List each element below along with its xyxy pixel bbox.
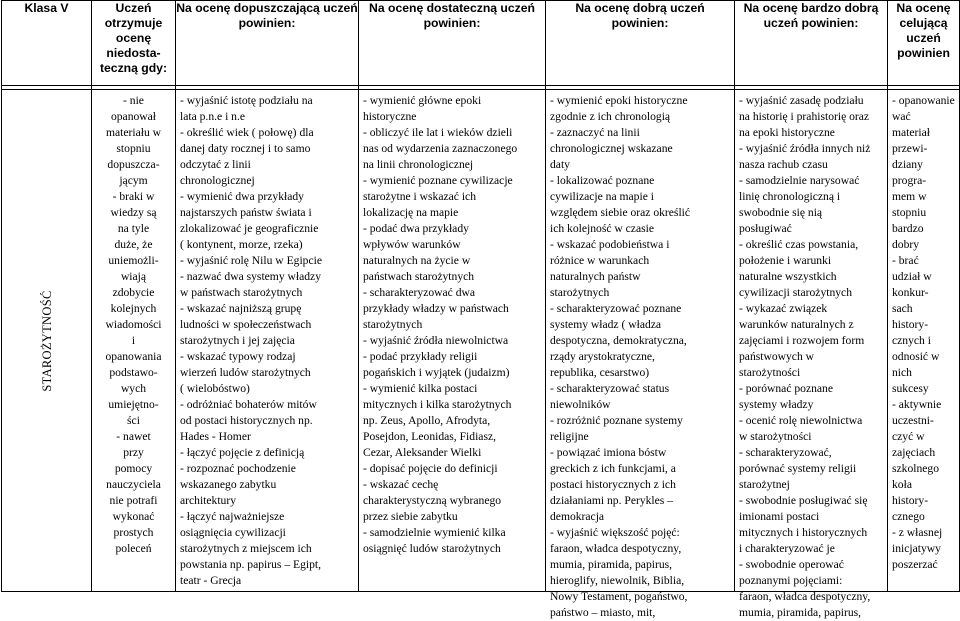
header-dopuszczajaca: Na ocenę dopuszczającą uczeń powinien: — [176, 1, 359, 86]
criteria-line: pomocy — [114, 462, 153, 475]
criteria-line: faraon, władca despotyczny, — [550, 542, 682, 555]
criteria-line: bardzo — [892, 222, 924, 235]
criteria-line: cywilizacji starożytnych — [739, 286, 852, 299]
criteria-line: - nie — [123, 94, 144, 107]
criteria-line: starożytnych z miejscem ich — [180, 542, 312, 555]
criteria-line: sach — [892, 302, 913, 315]
criteria-line: konkur- — [892, 286, 929, 299]
criteria-line: wać — [892, 110, 911, 123]
criteria-line: - dopisać pojęcie do definicji — [363, 462, 498, 475]
criteria-line: materiał — [892, 126, 930, 139]
criteria-line: uczestni- — [892, 414, 934, 427]
criteria-line: różnice w warunkach — [550, 254, 650, 267]
criteria-line: - wyjaśnić zasadę podziału — [739, 94, 864, 107]
criteria-line: zajęciami i rozwojem form — [739, 334, 865, 347]
cell-dostateczna — [359, 90, 546, 592]
criteria-line: odczytać z linii — [180, 158, 251, 171]
criteria-line: faraon, władca despotyczny, — [739, 590, 871, 603]
criteria-line: mumia, piramida, papirus, — [739, 606, 862, 619]
criteria-line: naturalnych państw — [550, 270, 641, 283]
criteria-line: ich kolejność w czasie — [550, 222, 654, 235]
grading-criteria-table — [1, 0, 960, 619]
criteria-line: - brać — [892, 254, 919, 267]
criteria-line: - swobodnie operować — [739, 558, 844, 571]
criteria-line: dziany — [892, 158, 923, 171]
criteria-line: lata p.n.e i n.e — [180, 110, 246, 123]
criteria-line: poznanymi pojęciami: — [739, 574, 843, 587]
criteria-line: i charakteryzować je — [739, 542, 835, 555]
criteria-line: przykłady władzy w państwach — [363, 302, 509, 315]
criteria-line: - wyjaśnić źródła innych niż — [739, 142, 871, 155]
criteria-line: daty — [550, 158, 570, 171]
criteria-line: - wskazać cechę — [363, 478, 439, 491]
criteria-line: - wyjaśnić istotę podziału na — [180, 94, 313, 107]
criteria-line: chronologicznej — [180, 174, 255, 187]
criteria-line: przez siebie zabytku — [363, 510, 458, 523]
criteria-line: starożytności — [739, 366, 801, 379]
criteria-line: wskazanego zabytku — [180, 478, 277, 491]
criteria-line: zgodnie z ich chronologią — [550, 110, 671, 123]
criteria-line: mitycznych i kilka starożytnych — [363, 398, 512, 411]
criteria-line: demokracja — [550, 510, 605, 523]
criteria-line: - obliczyć ile lat i wieków dzieli — [363, 126, 513, 139]
criteria-line: Posejdon, Leonidas, Fidiasz, — [363, 430, 496, 443]
criteria-line: inicjatywy — [892, 542, 941, 555]
criteria-line: systemy władz ( władza — [550, 318, 662, 331]
criteria-line: Hades - Homer — [180, 430, 251, 443]
criteria-line: przewi- — [892, 142, 928, 155]
criteria-line: - nazwać dwa systemy władzy — [180, 270, 322, 283]
criteria-line: - określić czas powstania, — [739, 238, 859, 251]
criteria-line: umiejętno- — [108, 398, 159, 411]
list-niedostateczna — [92, 90, 175, 591]
cell-celujaca — [888, 90, 960, 592]
criteria-line: pogańskich i wyjątek (judaizm) — [363, 366, 510, 379]
criteria-line: nie potrafi — [109, 494, 158, 507]
criteria-line: architektury — [180, 494, 237, 507]
criteria-line: dobry — [892, 238, 920, 251]
criteria-line: na epoki historyczne — [739, 126, 835, 139]
criteria-line: - samodzielnie wymienić kilka — [363, 526, 506, 539]
criteria-line: nasza rachub czasu — [739, 158, 828, 171]
criteria-line: duże, że — [114, 238, 153, 251]
criteria-line: wykonać — [112, 510, 155, 523]
criteria-line: udział w — [892, 270, 932, 283]
criteria-line: lokalizację na mapie — [363, 206, 459, 219]
criteria-line: - samodzielnie narysować — [739, 174, 860, 187]
criteria-line: - określić wiek ( połowę) dla — [180, 126, 314, 139]
criteria-line: podstawo- — [109, 366, 158, 379]
criteria-line: - wyjaśnić rolę Nilu w Egipcie — [180, 254, 322, 267]
criteria-line: - scharakteryzować, — [739, 446, 832, 459]
criteria-line: - nawet — [116, 430, 151, 443]
criteria-line: - odróżniać bohaterów mitów — [180, 398, 317, 411]
criteria-line: wiadomości — [105, 318, 162, 331]
criteria-line: - zaznaczyć na linii — [550, 126, 640, 139]
criteria-line: stopniu — [892, 206, 927, 219]
criteria-line: osiągnięcia cywilizacji — [180, 526, 286, 539]
criteria-line: wych — [120, 382, 147, 395]
list-dostateczna — [359, 90, 545, 591]
criteria-line: ( wielobóstwo) — [180, 382, 250, 395]
criteria-line: republika, cesarstwo) — [550, 366, 650, 379]
criteria-line: przy — [123, 446, 144, 459]
row-label-cell — [2, 90, 92, 592]
list-bardzo-dobra — [735, 90, 887, 619]
criteria-line: położenie i warunki — [739, 254, 832, 267]
criteria-line: sukcesy — [892, 382, 929, 395]
criteria-line: warunków naturalnych z — [739, 318, 854, 331]
criteria-line: mem w — [892, 190, 927, 203]
criteria-line: dopuszcza- — [107, 158, 160, 171]
criteria-line: kolejnych — [110, 302, 157, 315]
criteria-line: w starożytności — [739, 430, 812, 443]
criteria-line: szkolnego — [892, 462, 940, 475]
criteria-line: - rozpoznać pochodzenie — [180, 462, 296, 475]
header-row — [2, 1, 960, 86]
criteria-line: - ocenić rolę niewolnictwa — [739, 414, 863, 427]
header-niedostateczna: Uczeń otrzymuje ocenę niedosta-teczną gdy: — [92, 1, 176, 86]
criteria-line: odnosić w — [892, 350, 940, 363]
criteria-line: - z własnej — [892, 526, 943, 539]
criteria-line: - wymienić kilka postaci — [363, 382, 478, 395]
criteria-line: - wskazać najniższą grupę — [180, 302, 302, 315]
list-celujaca — [888, 90, 959, 591]
criteria-line: - powiązać imiona bóstw — [550, 446, 667, 459]
criteria-line: despotyczna, demokratyczna, — [550, 334, 687, 347]
criteria-line: niewolników — [550, 398, 611, 411]
criteria-line: danej daty rocznej i to samo — [180, 142, 311, 155]
criteria-line: Cezar, Aleksander Wielki — [363, 446, 482, 459]
header-celujaca: Na ocenę celującą uczeń powinien — [888, 1, 960, 86]
criteria-line: - łączyć pojęcie z definicją — [180, 446, 305, 459]
criteria-line: naturalnych na życie w — [363, 254, 471, 267]
criteria-line: - podać przykłady religii — [363, 350, 478, 363]
criteria-line: porównać systemy religii — [739, 462, 857, 475]
criteria-line: - łączyć najważniejsze — [180, 510, 285, 523]
criteria-line: swobodnie się nią — [739, 206, 823, 219]
criteria-line: progra- — [892, 174, 927, 187]
criteria-line: zlokalizować je geograficznie — [180, 222, 319, 235]
criteria-line: opanował — [110, 110, 157, 123]
criteria-line: ści — [127, 414, 140, 427]
criteria-line: hieroglify, niewolnik, Biblia, — [550, 574, 685, 587]
criteria-line: ludności w społeczeństwach — [180, 318, 312, 331]
criteria-line: - swobodnie posługiwać się — [739, 494, 868, 507]
criteria-line: history- — [892, 318, 929, 331]
criteria-line: - porównać poznane — [739, 382, 833, 395]
criteria-line: państwo – miasto, mit, — [550, 606, 656, 619]
criteria-row-starozytnosc — [2, 90, 960, 592]
criteria-line: starożytnych i jej zajęcia — [180, 334, 295, 347]
criteria-line: mumia, piramida, papirus, — [550, 558, 673, 571]
criteria-line: na historię i prahistorię oraz — [739, 110, 870, 123]
header-dostateczna: Na ocenę dostateczną uczeń powinien: — [359, 1, 546, 86]
criteria-line: postaci historycznych z ich — [550, 478, 676, 491]
criteria-line: i — [131, 334, 136, 347]
criteria-line: czyć w — [892, 430, 925, 443]
criteria-line: na linii chronologicznej — [363, 158, 474, 171]
criteria-line: - rozróżnić poznane systemy — [550, 414, 683, 427]
cell-dopuszczajaca — [176, 90, 359, 592]
criteria-line: chronologicznej wskazane — [550, 142, 673, 155]
header-bardzo-dobra: Na ocenę bardzo dobrą uczeń powinien: — [735, 1, 888, 86]
criteria-line: posługiwać — [739, 222, 792, 235]
criteria-line: teatr - Grecja — [180, 574, 242, 587]
criteria-line: państwowych w — [739, 350, 815, 363]
criteria-line: nas od wydarzenia zaznaczonego — [363, 142, 518, 155]
criteria-line: starożytnych — [363, 318, 423, 331]
criteria-line: - wykazać związek — [739, 302, 828, 315]
criteria-line: powstania np. papirus – Egipt, — [180, 558, 322, 571]
criteria-line: Nowy Testament, pogaństwo, — [550, 590, 688, 603]
criteria-line: starożytnych — [550, 286, 610, 299]
criteria-line: prostych — [113, 526, 154, 539]
criteria-line: poszerzać — [892, 558, 938, 571]
criteria-line: - aktywnie — [892, 398, 942, 411]
criteria-line: wiają — [120, 270, 147, 283]
criteria-line: history- — [892, 494, 929, 507]
criteria-line: poleceń — [115, 542, 152, 555]
criteria-line: w państwach starożytnych — [180, 286, 303, 299]
criteria-line: mitycznych i historycznych — [739, 526, 868, 539]
criteria-line: cznego — [892, 510, 925, 523]
criteria-line: - wyjaśnić większość pojęć: — [550, 526, 680, 539]
cell-bardzo-dobra — [735, 90, 888, 619]
criteria-line: - wymienić dwa przykłady — [180, 190, 304, 203]
criteria-line: naturalne wszystkich — [739, 270, 837, 283]
criteria-line: - wymienić główne epoki — [363, 94, 482, 107]
criteria-line: cznych i — [892, 334, 931, 347]
row-label: STAROŻYTNOŚĆ — [39, 289, 54, 392]
criteria-line: - wymienić epoki historyczne — [550, 94, 688, 107]
criteria-line: - braki w — [112, 190, 155, 203]
criteria-line: - scharakteryzować dwa — [363, 286, 476, 299]
criteria-line: - lokalizować poznane — [550, 174, 655, 187]
criteria-line: - wymienić poznane cywilizacje — [363, 174, 513, 187]
criteria-line: stopniu — [116, 142, 151, 155]
criteria-line: np. Zeus, Apollo, Afrodyta, — [363, 414, 491, 427]
criteria-line: względem siebie oraz określić — [550, 206, 691, 219]
criteria-line: uniemożli- — [108, 254, 159, 267]
criteria-line: starożytne i wskazać ich — [363, 190, 476, 203]
criteria-line: najstarszych państw świata i — [180, 206, 312, 219]
criteria-line: osiągnięć ludów starożytnych — [363, 542, 501, 555]
criteria-line: - scharakteryzować poznane — [550, 302, 682, 315]
criteria-line: - scharakteryzować status — [550, 382, 670, 395]
criteria-line: historyczne — [363, 110, 417, 123]
criteria-line: - podać dwa przykłady — [363, 222, 469, 235]
criteria-line: wpływów warunków — [363, 238, 461, 251]
criteria-line: od postaci historycznych np. — [180, 414, 313, 427]
criteria-line: greckich z ich funkcjami, a — [550, 462, 676, 475]
criteria-line: działaniami np. Perykles – — [550, 494, 673, 507]
criteria-line: koła — [892, 478, 912, 491]
criteria-line: - wskazać typowy rodzaj — [180, 350, 296, 363]
criteria-line: rządy arystokratyczne, — [550, 350, 655, 363]
criteria-line: systemy władzy — [739, 398, 814, 411]
criteria-line: jącym — [119, 174, 148, 187]
criteria-line: nauczyciela — [106, 478, 161, 491]
list-dobra — [546, 90, 734, 619]
list-dopuszczajaca — [176, 90, 358, 591]
criteria-line: religijne — [550, 430, 589, 443]
criteria-line: wierzeń ludów starożytnych — [180, 366, 311, 379]
criteria-line: linię chronologiczną i — [739, 190, 841, 203]
criteria-line: - opanowanie — [892, 94, 955, 107]
criteria-line: charakterystyczną wybranego — [363, 494, 502, 507]
criteria-line: zajęciach — [892, 446, 936, 459]
criteria-line: - wyjaśnić źródła niewolnictwa — [363, 334, 509, 347]
criteria-line: na tyle — [117, 222, 150, 235]
criteria-line: opanowania — [105, 350, 162, 363]
cell-dobra — [546, 90, 735, 619]
criteria-line: państwach starożytnych — [363, 270, 475, 283]
header-dobra: Na ocenę dobrą uczeń powinien: — [546, 1, 735, 86]
cell-niedostateczna — [92, 90, 176, 592]
criteria-line: cywilizacje na mapie i — [550, 190, 654, 203]
criteria-line: imionami postaci — [739, 510, 820, 523]
criteria-line: zdobycie — [112, 286, 155, 299]
criteria-line: nich — [892, 366, 912, 379]
criteria-line: starożytnej — [739, 478, 790, 491]
header-class: Klasa V — [2, 1, 92, 86]
criteria-line: ( kontynent, morze, rzeka) — [180, 238, 303, 251]
criteria-line: wiedzy są — [110, 206, 157, 219]
criteria-line: materiału w — [105, 126, 162, 139]
criteria-line: - wskazać podobieństwa i — [550, 238, 670, 251]
